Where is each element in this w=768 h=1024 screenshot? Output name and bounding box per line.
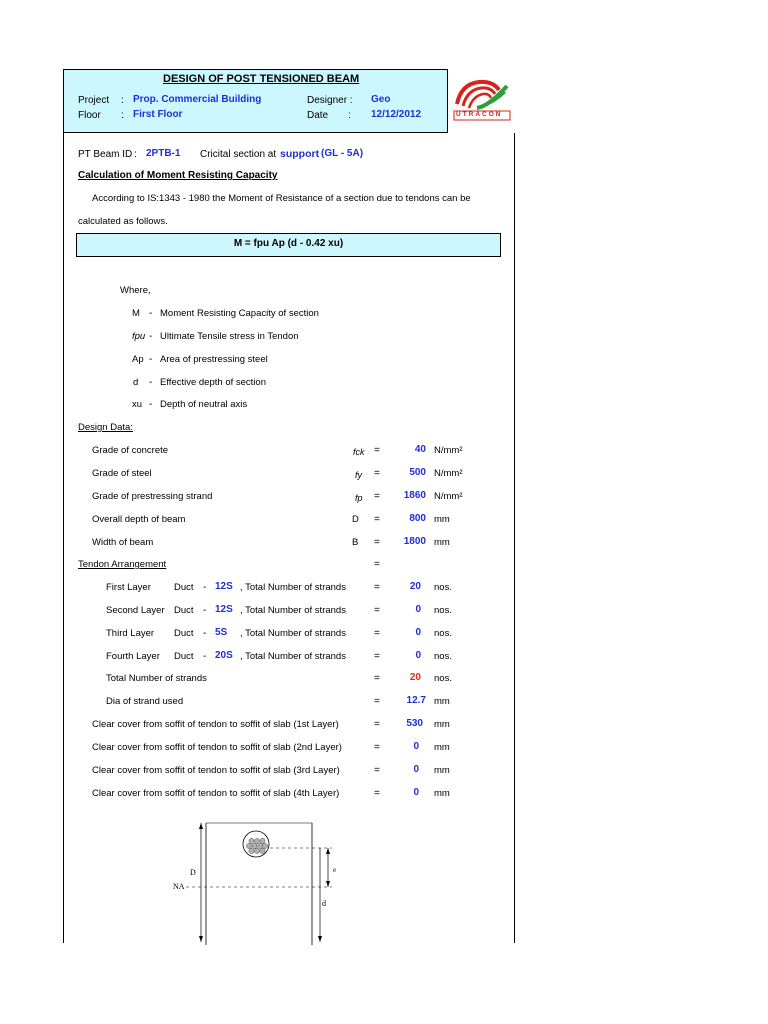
cover-unit: mm (434, 719, 450, 730)
critical-section-value: support (280, 148, 320, 160)
cover-label: Clear cover from soffit of tendon to soffit of slab (2nd Layer) (92, 742, 342, 753)
where-label: Where, (120, 285, 151, 296)
layer-label: Third Layer (106, 628, 155, 639)
designer-label: Designer : (307, 95, 353, 106)
design-row-value: 1800 (403, 536, 426, 547)
date-label: Date (307, 110, 329, 121)
design-row-unit: N/mm² (434, 468, 463, 479)
equals-sign: = (374, 537, 380, 548)
design-row-symbol: D (352, 514, 359, 525)
equals-sign: = (374, 673, 380, 684)
layer-unit: nos. (434, 628, 452, 639)
logo-text: UTRACON (456, 111, 503, 118)
date-value: 12/12/2012 (371, 109, 422, 120)
date-colon: : (348, 110, 351, 121)
page-border-right (514, 133, 515, 943)
layer-strand-count: 0 (415, 627, 421, 638)
where-dash: - (149, 331, 153, 342)
duct-word: Duct (174, 651, 194, 662)
equals-sign: = (374, 445, 380, 456)
equals-sign: = (374, 582, 380, 593)
design-row-label: Grade of steel (92, 468, 152, 479)
cover-value: 0 (413, 764, 419, 775)
design-data-title: Design Data: (78, 422, 133, 433)
design-row-unit: mm (434, 514, 450, 525)
page-title: DESIGN OF POST TENSIONED BEAM (163, 73, 360, 85)
duct-word: Duct (174, 605, 194, 616)
cover-unit: mm (434, 788, 450, 799)
cover-unit: mm (434, 765, 450, 776)
diagram-label-e: e (333, 866, 337, 874)
where-dash: - (149, 354, 153, 365)
section-title: Calculation of Moment Resisting Capacity (78, 170, 278, 181)
where-sym-xu: xu (132, 399, 143, 410)
duct-type: 5S (215, 627, 228, 638)
design-row-label: Overall depth of beam (92, 514, 186, 525)
beam-id-value: 2PTB-1 (146, 148, 181, 159)
project-colon: : (121, 95, 124, 106)
duct-type: 12S (215, 581, 233, 592)
duct-dash: - (203, 605, 207, 616)
strands-text: , Total Number of strands (240, 582, 346, 593)
logo-panel (447, 69, 515, 133)
critical-section-grid: (GL - 5A) (321, 148, 364, 159)
strand-dia-value: 12.7 (406, 695, 426, 706)
strands-text: , Total Number of strands (240, 651, 346, 662)
floor-colon: : (121, 110, 124, 121)
design-row-symbol: fck (353, 447, 365, 457)
formula-text: M = fpu Ap (d - 0.42 xu) (233, 238, 344, 249)
total-strands-label: Total Number of strands (106, 673, 207, 684)
formula-box (76, 233, 501, 257)
duct-dash: - (203, 651, 207, 662)
floor-value: First Floor (133, 109, 183, 120)
diagram-label-NA: NA (173, 882, 185, 891)
equals-sign: = (374, 514, 380, 525)
equals-sign: = (374, 651, 380, 662)
strand-dia-unit: mm (434, 696, 450, 707)
design-row-symbol: fp (355, 493, 363, 503)
critical-section-label: Cricital section at (200, 149, 277, 160)
design-row-unit: N/mm² (434, 491, 463, 502)
equals-sign: = (374, 696, 380, 707)
where-desc-xu: Depth of neutral axis (160, 399, 248, 410)
cover-label: Clear cover from soffit of tendon to soffit of slab (4th Layer) (92, 788, 340, 799)
where-dash: - (149, 399, 153, 410)
utracon-logo-icon (449, 70, 515, 132)
duct-dash: - (203, 582, 207, 593)
project-label: Project (78, 95, 110, 106)
duct-word: Duct (174, 582, 194, 593)
equals-sign: = (374, 742, 380, 753)
layer-strand-count: 0 (415, 604, 421, 615)
layer-unit: nos. (434, 582, 452, 593)
design-row-unit: mm (434, 537, 450, 548)
cover-value: 0 (413, 741, 419, 752)
layer-strand-count: 0 (415, 650, 421, 661)
design-row-symbol: fy (355, 470, 363, 480)
where-desc-m: Moment Resisting Capacity of section (160, 308, 319, 319)
design-row-value: 1860 (403, 490, 426, 501)
design-row-label: Grade of concrete (92, 445, 169, 456)
beam-section-diagram (160, 815, 360, 945)
cover-unit: mm (434, 742, 450, 753)
where-sym-fpu: fpu (132, 331, 146, 342)
where-dash: - (149, 308, 153, 319)
floor-label: Floor (78, 110, 101, 121)
equals-sign: = (374, 605, 380, 616)
design-row-symbol: B (352, 537, 359, 548)
design-row-value: 500 (409, 467, 426, 478)
where-sym-m: M (132, 308, 140, 319)
equals-sign: = (374, 468, 380, 479)
equals-sign: = (374, 628, 380, 639)
equals-sign: = (374, 765, 380, 776)
equals-sign: = (374, 788, 380, 799)
duct-type: 12S (215, 604, 233, 615)
total-strands-value: 20 (409, 672, 421, 683)
cover-label: Clear cover from soffit of tendon to soffit of slab (3rd Layer) (92, 765, 340, 776)
cover-label: Clear cover from soffit of tendon to soffit of slab (1st Layer) (92, 719, 339, 730)
strands-text: , Total Number of strands (240, 605, 346, 616)
duct-type: 20S (215, 650, 233, 661)
layer-label: First Layer (106, 582, 151, 593)
layer-unit: nos. (434, 605, 452, 616)
where-sym-d: d (133, 377, 139, 388)
layer-label: Second Layer (106, 605, 165, 616)
where-desc-fpu: Ultimate Tensile stress in Tendon (160, 331, 299, 342)
designer-value: Geo (371, 94, 391, 105)
design-row-label: Width of beam (92, 537, 154, 548)
diagram-label-d: d (322, 899, 326, 908)
equals-sign: = (374, 719, 380, 730)
design-row-unit: N/mm² (434, 445, 463, 456)
layer-strand-count: 20 (409, 581, 421, 592)
diagram-label-D: D (190, 868, 196, 877)
where-desc-ap: Area of prestressing steel (160, 354, 268, 365)
layer-label: Fourth Layer (106, 651, 160, 662)
total-strands-unit: nos. (434, 673, 452, 684)
intro-line-2: calculated as follows. (78, 216, 168, 227)
beam-id-label: PT Beam ID (78, 149, 133, 160)
design-row-value: 40 (414, 444, 426, 455)
duct-word: Duct (174, 628, 194, 639)
design-row-label: Grade of prestressing strand (92, 491, 213, 502)
intro-line-1: According to IS:1343 - 1980 the Moment of Resistance of a section due to tendons can be (92, 193, 471, 204)
equals-sign: = (374, 491, 380, 502)
where-sym-ap: Ap (132, 354, 144, 365)
strands-text: , Total Number of strands (240, 628, 346, 639)
where-desc-d: Effective depth of section (160, 377, 266, 388)
cover-value: 530 (406, 718, 423, 729)
duct-dash: - (203, 628, 207, 639)
cover-value: 0 (413, 787, 419, 798)
page-border-left (63, 133, 64, 943)
equals-sign: = (374, 559, 380, 570)
layer-unit: nos. (434, 651, 452, 662)
project-value: Prop. Commercial Building (133, 94, 262, 105)
strand-dia-label: Dia of strand used (106, 696, 184, 707)
tendon-title: Tendon Arrangement (78, 559, 167, 570)
beam-id-colon: : (134, 149, 137, 160)
where-dash: - (149, 377, 153, 388)
design-row-value: 800 (409, 513, 426, 524)
